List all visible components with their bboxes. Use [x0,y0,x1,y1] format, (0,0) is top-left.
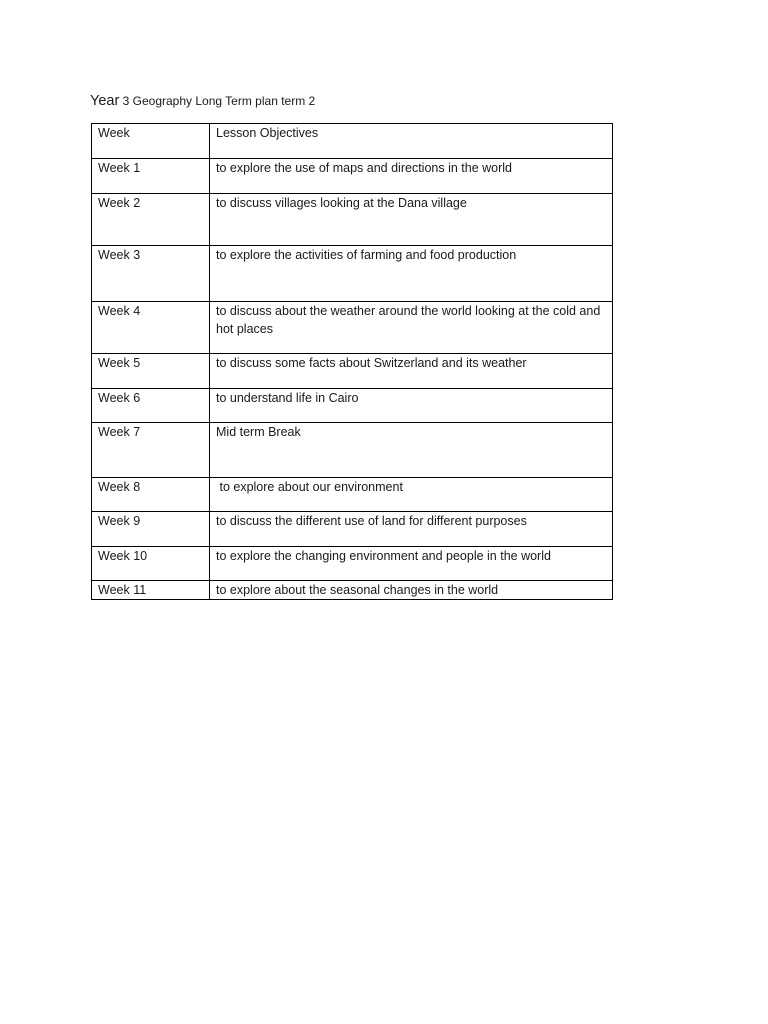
table-row [92,478,613,512]
week-cell: Week 6 [92,389,210,423]
objective-cell: to discuss about the weather around the world looking at the cold and hot places [210,302,613,354]
week-cell: Week 8 [92,478,210,512]
title-rest: 3 Geography Long Term plan term 2 [119,94,316,108]
table-row [92,246,613,302]
week-cell: Week 1 [92,159,210,194]
page-title [90,91,315,111]
table-header-row [92,124,613,159]
week-cell: Week 9 [92,512,210,547]
table-row [92,159,613,194]
week-cell: Week 3 [92,246,210,302]
week-cell: Week 4 [92,302,210,354]
table-row [92,423,613,478]
objective-cell: to explore about the seasonal changes in the world [210,581,613,600]
week-cell: Week 2 [92,194,210,246]
week-cell: Week 7 [92,423,210,478]
header-week: Week [92,124,210,159]
objective-cell: to discuss the different use of land for different purposes [210,512,613,547]
header-objectives: Lesson Objectives [210,124,613,159]
objective-cell: to discuss villages looking at the Dana village [210,194,613,246]
table-row [92,581,613,600]
objective-cell: to explore the changing environment and people in the world [210,547,613,581]
week-cell: Week 10 [92,547,210,581]
lesson-plan-table [91,123,613,600]
week-cell: Week 11 [92,581,210,600]
table-row [92,354,613,389]
objective-cell: to discuss some facts about Switzerland and its weather [210,354,613,389]
table-row [92,547,613,581]
objective-cell: to explore about our environment [210,478,613,512]
objective-cell: to understand life in Cairo [210,389,613,423]
title-lead: Year [90,93,120,109]
table-row [92,389,613,423]
objective-cell: to explore the use of maps and directions in the world [210,159,613,194]
objective-cell: Mid term Break [210,423,613,478]
table-row [92,512,613,547]
table-row [92,302,613,354]
table-row [92,194,613,246]
objective-cell: to explore the activities of farming and food production [210,246,613,302]
week-cell: Week 5 [92,354,210,389]
